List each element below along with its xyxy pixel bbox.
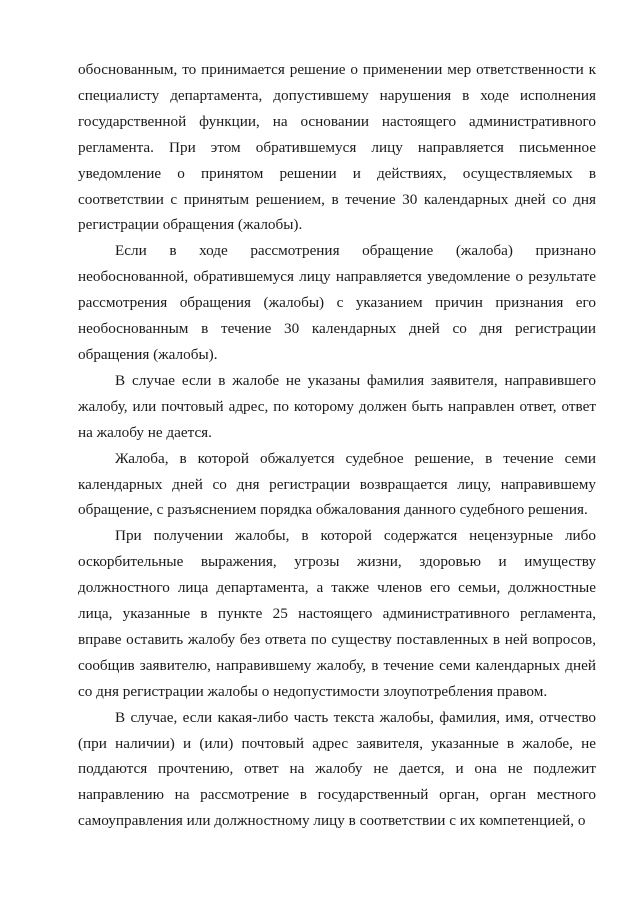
paragraph-obscene-language: При получении жалобы, в которой содержатся нецензурные либо оскорбительные выражения, угрозы жизни, здоровью и имуществу должностного лица департамента, а также членов его семьи, должностные лица, указанные в пункте 25 настоящего административного регламента, вправе оставить жалобу без ответа по существу поставленных в ней вопросов, сообщив заявителю, направившему жалобу, в течение семи календарных дней со дня регистрации жалобы о недопустимости злоупотребления правом. [78, 527, 596, 700]
paragraph-unfounded-complaint: Если в ходе рассмотрения обращение (жалоба) признано необоснованной, обратившемуся лицу направляется уведомление о результате рассмотрения обращения (жалобы) с указанием причин признания его необоснованным в течение 30 календарных дней со дня регистрации обращения (жалобы). [78, 242, 596, 363]
paragraph-unreadable-text: В случае, если какая-либо часть текста жалобы, фамилия, имя, отчество (при наличии) и (или) почтовый адрес заявителя, указанные в жалобе, не поддаются прочтению, ответ на жалобу не дается, и она не подлежит направлению на рассмотрение в государственный орган, орган местного самоуправления или должностному лицу в соответствии с их компетенцией, о [78, 708, 596, 830]
paragraph-missing-address: В случае если в жалобе не указаны фамилия заявителя, направившего жалобу, или почтовый адрес, по которому должен быть направлен ответ, ответ на жалобу не дается. [78, 371, 596, 441]
paragraph-continuation: обоснованным, то принимается решение о применении мер ответственности к специалисту департамента, допустившему нарушения в ходе исполнения государственной функции, на основании настоящего административного регламента. При этом обратившемуся лицу направляется письменное уведомление о принятом решении и действиях, осуществляемых в соответствии с принятым решением, в течение 30 календарных дней со дня регистрации обращения (жалобы). [78, 61, 596, 234]
document-body [78, 57, 596, 834]
paragraph-court-decision: Жалоба, в которой обжалуется судебное решение, в течение семи календарных дней со дня регистрации возвращается лицу, направившему обращение, с разъяснением порядка обжалования данного судебного решения. [78, 449, 596, 519]
